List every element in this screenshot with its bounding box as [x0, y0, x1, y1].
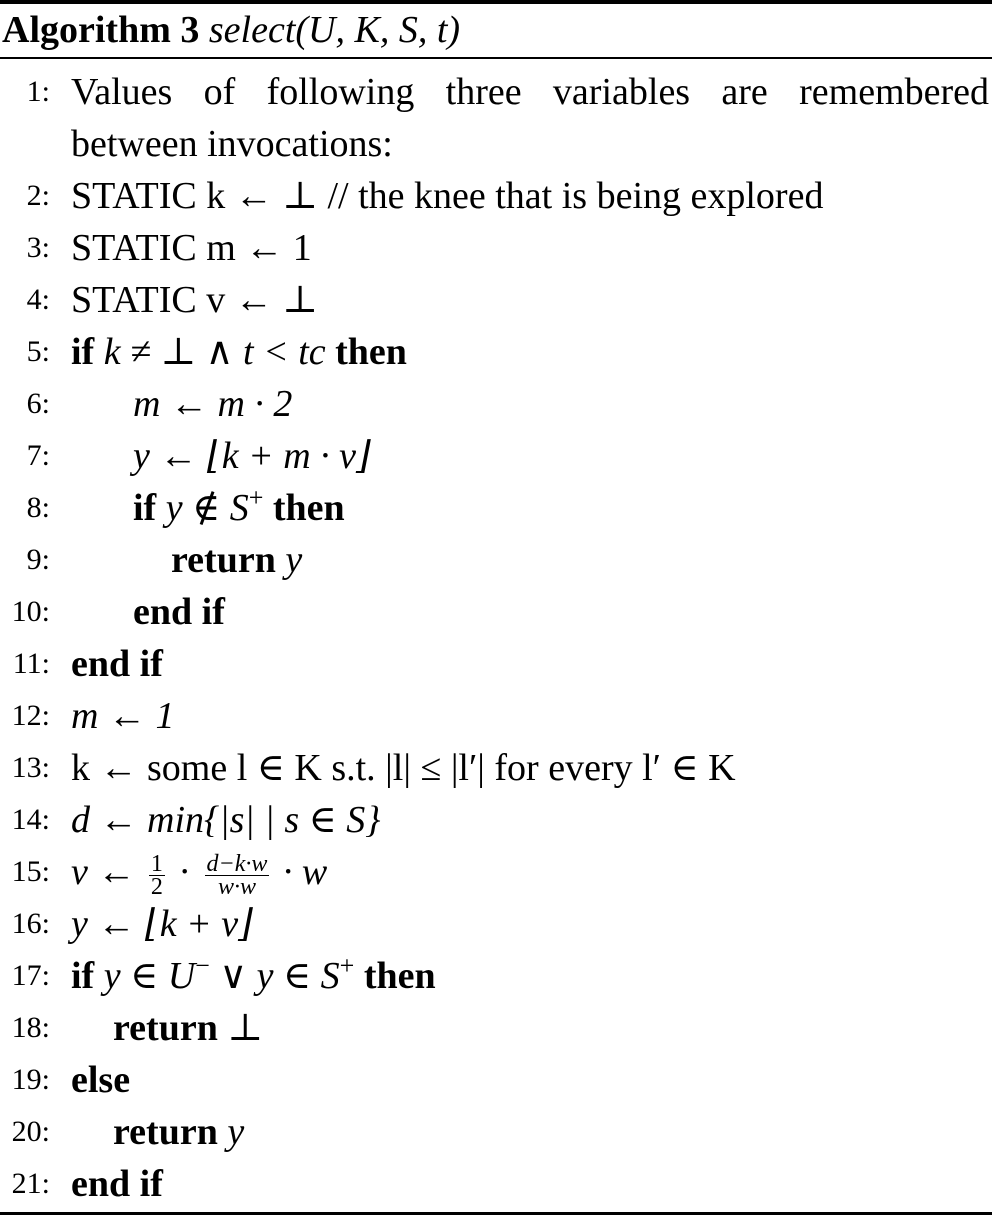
- keyword: end if: [133, 591, 225, 633]
- expression: v ←: [71, 851, 136, 893]
- code-line: [0, 326, 992, 378]
- keyword: return: [113, 1007, 218, 1049]
- line-text: d ← min{|s| | s ∈ S}: [71, 799, 381, 841]
- bottom-rule: [0, 1212, 992, 1215]
- line-number: 1:: [26, 75, 50, 108]
- line-number: 13:: [11, 751, 50, 784]
- code-line: [0, 846, 992, 898]
- expression: · w: [282, 851, 328, 893]
- line-number: 20:: [11, 1115, 50, 1148]
- line-number: 9:: [26, 543, 50, 576]
- line-text: [71, 638, 163, 690]
- line-text: STATIC v ← ⊥: [71, 279, 318, 321]
- line-text: [71, 846, 327, 898]
- expression: y: [285, 539, 303, 581]
- line-number: 8:: [26, 491, 50, 524]
- line-text: m ← 1: [71, 695, 175, 737]
- keyword: end if: [71, 1163, 163, 1205]
- line-number: 6:: [26, 387, 50, 420]
- code-line: [0, 534, 992, 586]
- keyword: then: [363, 955, 436, 997]
- expression: y ∈ U: [103, 955, 196, 997]
- line-text: y ← ⌊k + v⌋: [71, 903, 253, 945]
- code-line: [0, 898, 992, 950]
- line-number: 19:: [11, 1063, 50, 1096]
- fraction-projection: [205, 850, 270, 900]
- line-text: [71, 1158, 163, 1210]
- dot-operator: ·: [178, 851, 192, 893]
- algorithm-header: [2, 6, 460, 54]
- algorithm-body: [0, 66, 992, 1210]
- line-number: 4:: [26, 283, 50, 316]
- keyword: return: [171, 539, 276, 581]
- fraction-numerator: 1: [150, 850, 163, 877]
- line-text: [113, 1002, 263, 1054]
- algorithm-name: select: [208, 9, 296, 51]
- expression: ⊥: [227, 1007, 264, 1049]
- code-line: [0, 586, 992, 638]
- line-number: 7:: [26, 439, 50, 472]
- top-rule: [0, 0, 992, 4]
- algorithm-args: (U, K, S, t): [295, 9, 461, 51]
- code-line: [0, 742, 992, 794]
- fraction-denominator: w·w: [217, 873, 256, 900]
- fraction-half: [149, 850, 165, 900]
- line-number: 5:: [26, 335, 50, 368]
- keyword: then: [335, 331, 407, 373]
- code-line: [0, 690, 992, 742]
- keyword: return: [113, 1111, 218, 1153]
- code-line: [0, 1002, 992, 1054]
- line-text: Values of following three variables are remembered between invocations:: [71, 71, 989, 165]
- fraction-numerator: d−k·w: [206, 850, 268, 877]
- expression: y: [227, 1111, 245, 1153]
- line-text: m ← m · 2: [133, 383, 293, 425]
- line-number: 15:: [11, 855, 50, 888]
- line-number: 14:: [11, 803, 50, 836]
- code-line: [0, 430, 992, 482]
- keyword: if: [71, 955, 95, 997]
- line-text: [71, 950, 436, 1002]
- line-text: y ← ⌊k + m · v⌋: [133, 435, 371, 477]
- keyword: then: [272, 487, 345, 529]
- line-number: 16:: [11, 907, 50, 940]
- code-line: [0, 950, 992, 1002]
- line-number: 17:: [11, 959, 50, 992]
- line-text: [71, 1054, 130, 1106]
- line-text: [171, 534, 302, 586]
- keyword: else: [71, 1059, 131, 1101]
- code-line: [0, 1106, 992, 1158]
- keyword: if: [133, 487, 157, 529]
- superscript: −: [195, 951, 210, 980]
- line-text: STATIC k ← ⊥ // the knee that is being explored: [71, 175, 824, 217]
- code-line: [0, 170, 992, 222]
- superscript: +: [248, 483, 264, 512]
- code-line: [0, 1158, 992, 1210]
- line-text: STATIC m ← 1: [71, 227, 312, 269]
- line-text: [113, 1106, 244, 1158]
- code-line: [0, 66, 992, 170]
- superscript: +: [339, 951, 355, 980]
- expression: k ≠ ⊥ ∧ t < tc: [103, 331, 326, 373]
- expression: y ∉ S: [165, 487, 249, 529]
- algorithm-label: Algorithm 3: [2, 9, 200, 51]
- code-line: [0, 222, 992, 274]
- code-line: [0, 638, 992, 690]
- line-number: 12:: [11, 699, 50, 732]
- line-text: [71, 326, 407, 378]
- fraction-denominator: 2: [150, 873, 163, 900]
- code-line: [0, 794, 992, 846]
- header-rule: [0, 57, 992, 59]
- line-number: 2:: [26, 179, 50, 212]
- line-text: [133, 482, 345, 534]
- line-number: 18:: [11, 1011, 50, 1044]
- line-number: 3:: [26, 231, 50, 264]
- line-number: 21:: [11, 1167, 50, 1200]
- expression: ∨ y ∈ S: [209, 955, 340, 997]
- code-line: [0, 482, 992, 534]
- line-text: [133, 586, 225, 638]
- line-number: 10:: [11, 595, 50, 628]
- code-line: [0, 378, 992, 430]
- line-number: 11:: [12, 647, 50, 680]
- code-line: [0, 274, 992, 326]
- keyword: if: [71, 331, 95, 373]
- line-text: k ← some l ∈ K s.t. |l| ≤ |l′| for every l′ ∈ K: [71, 747, 736, 789]
- keyword: end if: [71, 643, 163, 685]
- code-line: [0, 1054, 992, 1106]
